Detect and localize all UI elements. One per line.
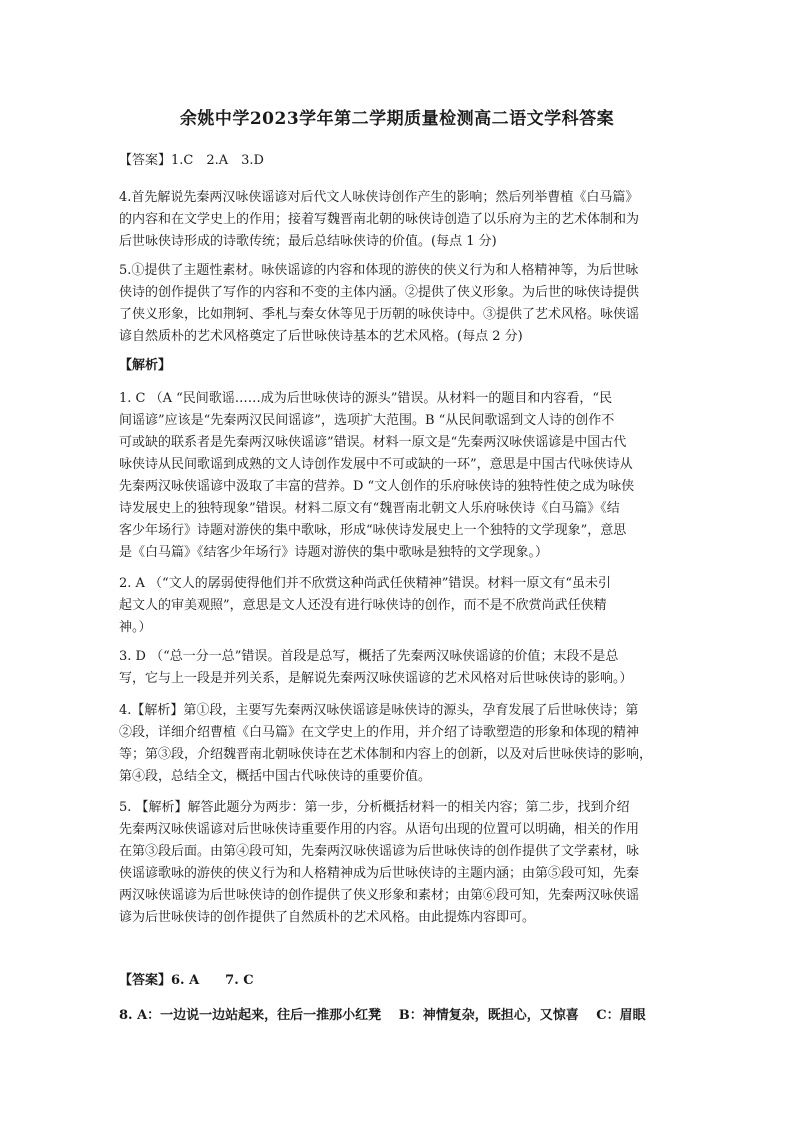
text-line: 谚为后世咏侠诗的创作提供了自然质朴的艺术风格。由此提炼内容即可。 bbox=[119, 910, 536, 925]
explanation-2 bbox=[119, 573, 675, 639]
explanation-4 bbox=[119, 700, 675, 788]
text-line: 两汉咏侠谣谚为后世咏侠诗的创作提供了侠义形象和素材；由第⑥段可知，先秦两汉咏侠谣 bbox=[119, 888, 640, 903]
text-line: 1. C （A “民间歌谣……成为后世咏侠诗的源头”错误。从材料一的题目和内容看，“民 bbox=[119, 391, 613, 406]
text-line: 4.首先解说先秦两汉咏侠谣谚对后代文人咏侠诗创作产生的影响；然后列举曹植《白马篇》 bbox=[119, 190, 639, 205]
text-line: 诗发展史上的独特现象”错误。材料二原文有“魏晋南北朝文人乐府咏侠诗《白马篇》《结 bbox=[119, 501, 620, 516]
text-line: 侠诗的创作提供了写作的内容和不变的主体内涵。②提供了侠义形象。为后世的咏侠诗提供 bbox=[119, 285, 640, 300]
question-8-answer bbox=[119, 1005, 675, 1027]
text-line: 神。） bbox=[119, 620, 152, 635]
text-line: 咏侠诗从民间歌谣到成熟的文人诗创作发展中不可或缺的一环”，意思是中国古代咏侠诗从 bbox=[119, 457, 633, 472]
text-line: 是《白马篇》《结客少年场行》诗题对游侠的集中歌咏是独特的文学现象。） bbox=[119, 545, 549, 560]
answer-line: 【答案】1.C 2.A 3.D bbox=[119, 153, 264, 168]
text-line: 4.【解析】第①段，主要写先秦两汉咏侠谣谚是咏侠诗的源头，孕育发展了后世咏侠诗；第 bbox=[119, 703, 639, 718]
text-line: 侠谣谚歌咏的游侠的侠义行为和人格精神成为后世咏侠诗的主题内涵；由第⑤段可知，先秦 bbox=[119, 866, 640, 881]
answer-section-2 bbox=[119, 970, 675, 992]
explanation-3 bbox=[119, 646, 675, 690]
text-line: 5.①提供了主题性素材。咏侠谣谚的内容和体现的游侠的侠义行为和人格精神等，为后世咏 bbox=[119, 263, 639, 278]
text-line: 8. A：一边说一边站起来，往后一推那小红凳 B：神情复杂，既担心，又惊喜 C：眉眼 bbox=[119, 1008, 646, 1023]
heading-text: 【解析】 bbox=[119, 358, 172, 373]
explanation-5 bbox=[119, 797, 675, 929]
text-line: ②段，详细介绍曹植《白马篇》在文学史上的作用，并介绍了诗歌塑造的形象和体现的精神 bbox=[119, 725, 640, 740]
text-line: 第④段，总结全文，概括中国古代咏侠诗的重要价值。 bbox=[119, 769, 432, 784]
text-line: 了侠义形象，比如荆轲、季札与秦女休等见于历朝的咏侠诗中。③提供了艺术风格。咏侠谣 bbox=[119, 307, 640, 322]
text-line: 后世咏侠诗形成的诗歌传统；最后总结咏侠诗的价值。(每点 1 分) bbox=[119, 234, 497, 249]
answer-line: 【答案】6. A 7. C bbox=[119, 973, 254, 988]
text-line: 3. D （“总一分一总”错误。首段是总写，概括了先秦两汉咏侠谣谚的价值；末段不是总 bbox=[119, 649, 619, 664]
text-line: 2. A （“文人的孱弱使得他们并不欣赏这种尚武任侠精神”错误。材料一原文有“虽未引 bbox=[119, 576, 611, 591]
explanation-1 bbox=[119, 388, 675, 564]
question-4-answer bbox=[119, 187, 675, 253]
page-title: 余姚中学2023学年第二学期质量检测高二语文学科答案 bbox=[179, 109, 615, 129]
question-5-answer bbox=[119, 260, 675, 348]
text-line: 谚自然质朴的艺术风格奠定了后世咏侠诗基本的艺术风格。(每点 2 分) bbox=[119, 329, 523, 344]
analysis-heading bbox=[119, 355, 675, 377]
text-line: 写，它与上一段是并列关系，是解说先秦两汉咏侠谣谚的艺术风格对后世咏侠诗的影响。） bbox=[119, 671, 633, 686]
text-line: 先秦两汉咏侠谣谚中汲取了丰富的营养。D “文人创作的乐府咏侠诗的独特性使之成为咏侠 bbox=[119, 479, 635, 494]
text-line: 先秦两汉咏侠谣谚对后世咏侠诗重要作用的内容。从语句出现的位置可以明确，相关的作用 bbox=[119, 822, 640, 837]
text-line: 等；第③段，介绍魏晋南北朝咏侠诗在艺术体制和内容上的创新，以及对后世咏侠诗的影响， bbox=[119, 747, 653, 762]
text-line: 在第③段后面。由第④段可知，先秦两汉咏侠谣谚为后世咏侠诗的创作提供了文学素材，咏 bbox=[119, 844, 640, 859]
text-line: 5. 【解析】解答此题分为两步：第一步，分析概括材料一的相关内容；第二步，找到介绍 bbox=[119, 800, 630, 815]
text-line: 间谣谚”应该是“先秦两汉民间谣谚”，选项扩大范围。B “从民间歌谣到文人诗的创作不 bbox=[119, 413, 615, 428]
answer-section-1 bbox=[119, 150, 675, 172]
text-line: 起文人的审美观照”，意思是文人还没有进行咏侠诗的创作，而不是不欣赏尚武任侠精 bbox=[119, 598, 607, 613]
text-line: 的内容和在文学史上的作用；接着写魏晋南北朝的咏侠诗创造了以乐府为主的艺术体制和为 bbox=[119, 212, 640, 227]
text-line: 客少年场行》诗题对游侠的集中歌咏，形成“咏侠诗发展史上一个独特的文学现象”，意思 bbox=[119, 523, 627, 538]
text-line: 可或缺的联系者是先秦两汉咏侠谣谚”错误。材料一原文是“先秦两汉咏侠谣谚是中国古代 bbox=[119, 435, 627, 450]
